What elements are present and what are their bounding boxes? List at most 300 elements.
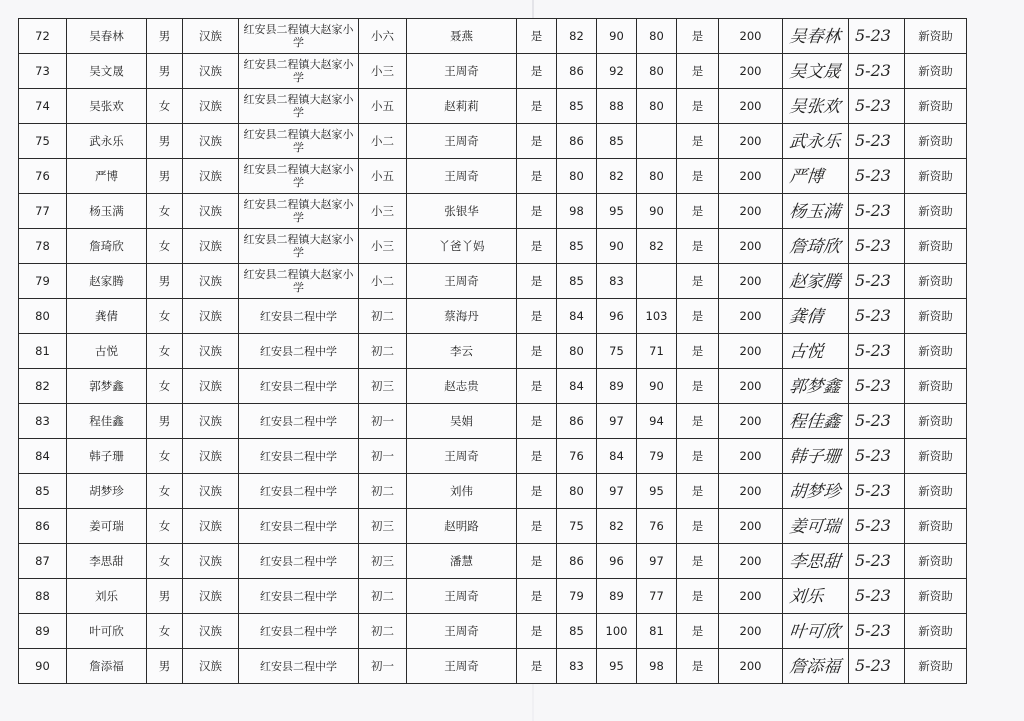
table-body (19, 19, 967, 684)
registered-flag-cell: 是 (517, 89, 557, 124)
student-name-cell: 吴春林 (67, 19, 147, 54)
school-cell: 红安县二程镇大赵家小学 (239, 89, 359, 124)
score-3-cell: 77 (637, 579, 677, 614)
score-2-cell: 82 (597, 159, 637, 194)
gender-cell: 女 (147, 439, 183, 474)
table-row (19, 89, 967, 124)
sign-date-cell: 5-23 (849, 89, 905, 124)
sign-date-cell: 5-23 (849, 19, 905, 54)
score-1-cell: 80 (557, 159, 597, 194)
aid-type-cell: 新资助 (905, 439, 967, 474)
teacher-cell: 聂燕 (407, 19, 517, 54)
student-name-cell: 郭梦鑫 (67, 369, 147, 404)
score-1-cell: 84 (557, 369, 597, 404)
student-name-cell: 严博 (67, 159, 147, 194)
score-1-cell: 85 (557, 89, 597, 124)
school-cell: 红安县二程中学 (239, 544, 359, 579)
registered-flag-cell: 是 (517, 579, 557, 614)
score-3-cell: 95 (637, 474, 677, 509)
score-3-cell: 80 (637, 19, 677, 54)
signature-cell: 姜可瑞 (781, 509, 851, 544)
gender-cell: 男 (147, 159, 183, 194)
aid-type-cell: 新资助 (905, 544, 967, 579)
ethnicity-cell: 汉族 (183, 544, 239, 579)
score-2-cell: 96 (597, 299, 637, 334)
registered-flag-cell: 是 (517, 194, 557, 229)
aid-type-cell: 新资助 (905, 159, 967, 194)
aid-type-cell: 新资助 (905, 649, 967, 684)
student-name-cell: 叶可欣 (67, 614, 147, 649)
amount-cell: 200 (719, 439, 783, 474)
eligible-flag-cell: 是 (677, 229, 719, 264)
signature-cell: 詹琦欣 (781, 229, 851, 264)
school-cell: 红安县二程中学 (239, 369, 359, 404)
aid-type-cell: 新资助 (905, 194, 967, 229)
signature-cell: 李思甜 (781, 544, 851, 579)
row-number-cell: 77 (19, 194, 67, 229)
student-name-cell: 吴文晟 (67, 54, 147, 89)
school-cell: 红安县二程中学 (239, 404, 359, 439)
student-name-cell: 姜可瑞 (67, 509, 147, 544)
grade-cell: 初二 (359, 474, 407, 509)
registered-flag-cell: 是 (517, 124, 557, 159)
school-cell: 红安县二程中学 (239, 439, 359, 474)
school-cell: 红安县二程镇大赵家小学 (239, 264, 359, 299)
grade-cell: 初三 (359, 509, 407, 544)
row-number-cell: 82 (19, 369, 67, 404)
ethnicity-cell: 汉族 (183, 19, 239, 54)
score-3-cell: 81 (637, 614, 677, 649)
score-3-cell (637, 124, 677, 159)
sign-date-cell: 5-23 (849, 159, 905, 194)
score-1-cell: 76 (557, 439, 597, 474)
ethnicity-cell: 汉族 (183, 509, 239, 544)
score-2-cell: 97 (597, 404, 637, 439)
gender-cell: 女 (147, 614, 183, 649)
table-row (19, 264, 967, 299)
amount-cell: 200 (719, 54, 783, 89)
grade-cell: 小三 (359, 194, 407, 229)
grade-cell: 初二 (359, 299, 407, 334)
student-name-cell: 刘乐 (67, 579, 147, 614)
gender-cell: 女 (147, 229, 183, 264)
ethnicity-cell: 汉族 (183, 474, 239, 509)
gender-cell: 男 (147, 19, 183, 54)
eligible-flag-cell: 是 (677, 544, 719, 579)
grade-cell: 小五 (359, 159, 407, 194)
table-row (19, 19, 967, 54)
registered-flag-cell: 是 (517, 649, 557, 684)
school-cell: 红安县二程中学 (239, 509, 359, 544)
score-2-cell: 75 (597, 334, 637, 369)
registered-flag-cell: 是 (517, 19, 557, 54)
eligible-flag-cell: 是 (677, 89, 719, 124)
teacher-cell: 王周奇 (407, 439, 517, 474)
registered-flag-cell: 是 (517, 159, 557, 194)
score-2-cell: 82 (597, 509, 637, 544)
eligible-flag-cell: 是 (677, 159, 719, 194)
score-1-cell: 79 (557, 579, 597, 614)
ethnicity-cell: 汉族 (183, 404, 239, 439)
score-2-cell: 95 (597, 194, 637, 229)
school-cell: 红安县二程镇大赵家小学 (239, 159, 359, 194)
table-row (19, 124, 967, 159)
aid-type-cell: 新资助 (905, 579, 967, 614)
score-3-cell: 80 (637, 89, 677, 124)
row-number-cell: 89 (19, 614, 67, 649)
score-2-cell: 90 (597, 229, 637, 264)
student-name-cell: 詹琦欣 (67, 229, 147, 264)
student-name-cell: 詹添福 (67, 649, 147, 684)
row-number-cell: 72 (19, 19, 67, 54)
row-number-cell: 74 (19, 89, 67, 124)
table-row (19, 194, 967, 229)
score-1-cell: 80 (557, 474, 597, 509)
score-3-cell: 80 (637, 159, 677, 194)
score-3-cell: 90 (637, 194, 677, 229)
amount-cell: 200 (719, 614, 783, 649)
aid-type-cell: 新资助 (905, 229, 967, 264)
score-3-cell: 80 (637, 54, 677, 89)
score-2-cell: 95 (597, 649, 637, 684)
aid-type-cell: 新资助 (905, 334, 967, 369)
eligible-flag-cell: 是 (677, 369, 719, 404)
grade-cell: 初二 (359, 614, 407, 649)
student-aid-table (18, 18, 967, 684)
amount-cell: 200 (719, 124, 783, 159)
row-number-cell: 83 (19, 404, 67, 439)
table-row (19, 614, 967, 649)
gender-cell: 女 (147, 544, 183, 579)
teacher-cell: 蔡海丹 (407, 299, 517, 334)
grade-cell: 初一 (359, 404, 407, 439)
row-number-cell: 78 (19, 229, 67, 264)
student-aid-sheet (18, 18, 966, 684)
amount-cell: 200 (719, 264, 783, 299)
school-cell: 红安县二程中学 (239, 614, 359, 649)
amount-cell: 200 (719, 649, 783, 684)
score-2-cell: 88 (597, 89, 637, 124)
sign-date-cell: 5-23 (849, 614, 905, 649)
table-row (19, 299, 967, 334)
amount-cell: 200 (719, 299, 783, 334)
score-2-cell: 100 (597, 614, 637, 649)
grade-cell: 初三 (359, 369, 407, 404)
registered-flag-cell: 是 (517, 439, 557, 474)
school-cell: 红安县二程中学 (239, 579, 359, 614)
amount-cell: 200 (719, 334, 783, 369)
score-1-cell: 85 (557, 264, 597, 299)
student-name-cell: 程佳鑫 (67, 404, 147, 439)
gender-cell: 女 (147, 509, 183, 544)
aid-type-cell: 新资助 (905, 509, 967, 544)
aid-type-cell: 新资助 (905, 19, 967, 54)
score-1-cell: 86 (557, 404, 597, 439)
signature-cell: 吴春林 (781, 19, 851, 54)
teacher-cell: 王周奇 (407, 54, 517, 89)
ethnicity-cell: 汉族 (183, 159, 239, 194)
score-1-cell: 86 (557, 544, 597, 579)
score-2-cell: 92 (597, 54, 637, 89)
ethnicity-cell: 汉族 (183, 54, 239, 89)
student-name-cell: 杨玉满 (67, 194, 147, 229)
amount-cell: 200 (719, 544, 783, 579)
registered-flag-cell: 是 (517, 264, 557, 299)
eligible-flag-cell: 是 (677, 54, 719, 89)
gender-cell: 女 (147, 194, 183, 229)
aid-type-cell: 新资助 (905, 299, 967, 334)
table-row (19, 509, 967, 544)
grade-cell: 初一 (359, 439, 407, 474)
gender-cell: 男 (147, 124, 183, 159)
row-number-cell: 90 (19, 649, 67, 684)
score-1-cell: 80 (557, 334, 597, 369)
teacher-cell: 潘慧 (407, 544, 517, 579)
gender-cell: 女 (147, 89, 183, 124)
grade-cell: 小六 (359, 19, 407, 54)
aid-type-cell: 新资助 (905, 474, 967, 509)
score-2-cell: 85 (597, 124, 637, 159)
school-cell: 红安县二程镇大赵家小学 (239, 194, 359, 229)
sign-date-cell: 5-23 (849, 334, 905, 369)
score-3-cell: 103 (637, 299, 677, 334)
score-1-cell: 84 (557, 299, 597, 334)
sign-date-cell: 5-23 (849, 439, 905, 474)
grade-cell: 初二 (359, 579, 407, 614)
signature-cell: 郭梦鑫 (781, 369, 851, 404)
score-1-cell: 98 (557, 194, 597, 229)
registered-flag-cell: 是 (517, 229, 557, 264)
score-2-cell: 96 (597, 544, 637, 579)
eligible-flag-cell: 是 (677, 439, 719, 474)
ethnicity-cell: 汉族 (183, 194, 239, 229)
table-row (19, 229, 967, 264)
eligible-flag-cell: 是 (677, 404, 719, 439)
sign-date-cell: 5-23 (849, 404, 905, 439)
signature-cell: 刘乐 (781, 579, 851, 614)
table-row (19, 334, 967, 369)
score-1-cell: 75 (557, 509, 597, 544)
sign-date-cell: 5-23 (849, 369, 905, 404)
aid-type-cell: 新资助 (905, 124, 967, 159)
amount-cell: 200 (719, 404, 783, 439)
row-number-cell: 76 (19, 159, 67, 194)
eligible-flag-cell: 是 (677, 579, 719, 614)
table-row (19, 439, 967, 474)
ethnicity-cell: 汉族 (183, 614, 239, 649)
row-number-cell: 85 (19, 474, 67, 509)
student-name-cell: 李思甜 (67, 544, 147, 579)
school-cell: 红安县二程镇大赵家小学 (239, 124, 359, 159)
aid-type-cell: 新资助 (905, 264, 967, 299)
score-1-cell: 85 (557, 229, 597, 264)
sign-date-cell: 5-23 (849, 264, 905, 299)
signature-cell: 韩子珊 (781, 439, 851, 474)
ethnicity-cell: 汉族 (183, 334, 239, 369)
sign-date-cell: 5-23 (849, 509, 905, 544)
teacher-cell: 王周奇 (407, 649, 517, 684)
registered-flag-cell: 是 (517, 544, 557, 579)
ethnicity-cell: 汉族 (183, 124, 239, 159)
teacher-cell: 刘伟 (407, 474, 517, 509)
score-3-cell: 90 (637, 369, 677, 404)
teacher-cell: 王周奇 (407, 264, 517, 299)
school-cell: 红安县二程镇大赵家小学 (239, 19, 359, 54)
score-1-cell: 86 (557, 54, 597, 89)
grade-cell: 初三 (359, 544, 407, 579)
signature-cell: 叶可欣 (781, 614, 851, 649)
sign-date-cell: 5-23 (849, 124, 905, 159)
table-row (19, 369, 967, 404)
score-1-cell: 85 (557, 614, 597, 649)
school-cell: 红安县二程中学 (239, 299, 359, 334)
aid-type-cell: 新资助 (905, 89, 967, 124)
signature-cell: 程佳鑫 (781, 404, 851, 439)
student-name-cell: 龚倩 (67, 299, 147, 334)
grade-cell: 小二 (359, 264, 407, 299)
sign-date-cell: 5-23 (849, 299, 905, 334)
student-name-cell: 胡梦珍 (67, 474, 147, 509)
gender-cell: 女 (147, 299, 183, 334)
teacher-cell: 吴娟 (407, 404, 517, 439)
gender-cell: 男 (147, 264, 183, 299)
gender-cell: 女 (147, 474, 183, 509)
score-1-cell: 82 (557, 19, 597, 54)
row-number-cell: 75 (19, 124, 67, 159)
row-number-cell: 84 (19, 439, 67, 474)
school-cell: 红安县二程镇大赵家小学 (239, 229, 359, 264)
signature-cell: 古悦 (781, 334, 851, 369)
teacher-cell: 王周奇 (407, 159, 517, 194)
score-1-cell: 83 (557, 649, 597, 684)
signature-cell: 赵家腾 (781, 264, 851, 299)
table-row (19, 54, 967, 89)
eligible-flag-cell: 是 (677, 614, 719, 649)
eligible-flag-cell: 是 (677, 19, 719, 54)
teacher-cell: 赵明路 (407, 509, 517, 544)
student-name-cell: 赵家腾 (67, 264, 147, 299)
row-number-cell: 73 (19, 54, 67, 89)
eligible-flag-cell: 是 (677, 334, 719, 369)
score-2-cell: 90 (597, 19, 637, 54)
registered-flag-cell: 是 (517, 509, 557, 544)
sign-date-cell: 5-23 (849, 544, 905, 579)
ethnicity-cell: 汉族 (183, 229, 239, 264)
student-name-cell: 吴张欢 (67, 89, 147, 124)
registered-flag-cell: 是 (517, 334, 557, 369)
amount-cell: 200 (719, 509, 783, 544)
amount-cell: 200 (719, 159, 783, 194)
eligible-flag-cell: 是 (677, 194, 719, 229)
school-cell: 红安县二程中学 (239, 474, 359, 509)
score-2-cell: 84 (597, 439, 637, 474)
ethnicity-cell: 汉族 (183, 579, 239, 614)
signature-cell: 杨玉满 (781, 194, 851, 229)
teacher-cell: 赵莉莉 (407, 89, 517, 124)
school-cell: 红安县二程中学 (239, 334, 359, 369)
eligible-flag-cell: 是 (677, 124, 719, 159)
score-2-cell: 83 (597, 264, 637, 299)
table-row (19, 159, 967, 194)
student-name-cell: 古悦 (67, 334, 147, 369)
row-number-cell: 88 (19, 579, 67, 614)
gender-cell: 男 (147, 404, 183, 439)
eligible-flag-cell: 是 (677, 264, 719, 299)
gender-cell: 男 (147, 579, 183, 614)
gender-cell: 男 (147, 649, 183, 684)
signature-cell: 龚倩 (781, 299, 851, 334)
eligible-flag-cell: 是 (677, 474, 719, 509)
score-3-cell (637, 264, 677, 299)
signature-cell: 詹添福 (781, 649, 851, 684)
amount-cell: 200 (719, 19, 783, 54)
ethnicity-cell: 汉族 (183, 299, 239, 334)
gender-cell: 女 (147, 334, 183, 369)
teacher-cell: 丫爸丫妈 (407, 229, 517, 264)
registered-flag-cell: 是 (517, 54, 557, 89)
gender-cell: 女 (147, 369, 183, 404)
score-3-cell: 76 (637, 509, 677, 544)
amount-cell: 200 (719, 194, 783, 229)
registered-flag-cell: 是 (517, 369, 557, 404)
eligible-flag-cell: 是 (677, 649, 719, 684)
score-3-cell: 94 (637, 404, 677, 439)
amount-cell: 200 (719, 474, 783, 509)
sign-date-cell: 5-23 (849, 194, 905, 229)
row-number-cell: 87 (19, 544, 67, 579)
amount-cell: 200 (719, 579, 783, 614)
ethnicity-cell: 汉族 (183, 439, 239, 474)
amount-cell: 200 (719, 369, 783, 404)
teacher-cell: 李云 (407, 334, 517, 369)
score-3-cell: 79 (637, 439, 677, 474)
table-row (19, 649, 967, 684)
teacher-cell: 王周奇 (407, 579, 517, 614)
row-number-cell: 81 (19, 334, 67, 369)
registered-flag-cell: 是 (517, 404, 557, 439)
school-cell: 红安县二程镇大赵家小学 (239, 54, 359, 89)
row-number-cell: 80 (19, 299, 67, 334)
teacher-cell: 赵志贵 (407, 369, 517, 404)
signature-cell: 武永乐 (781, 124, 851, 159)
score-3-cell: 97 (637, 544, 677, 579)
teacher-cell: 张银华 (407, 194, 517, 229)
ethnicity-cell: 汉族 (183, 649, 239, 684)
signature-cell: 吴张欢 (781, 89, 851, 124)
grade-cell: 初二 (359, 334, 407, 369)
teacher-cell: 王周奇 (407, 614, 517, 649)
grade-cell: 小五 (359, 89, 407, 124)
score-3-cell: 98 (637, 649, 677, 684)
ethnicity-cell: 汉族 (183, 89, 239, 124)
row-number-cell: 86 (19, 509, 67, 544)
eligible-flag-cell: 是 (677, 509, 719, 544)
amount-cell: 200 (719, 229, 783, 264)
score-2-cell: 97 (597, 474, 637, 509)
table-row (19, 579, 967, 614)
school-cell: 红安县二程中学 (239, 649, 359, 684)
grade-cell: 初一 (359, 649, 407, 684)
signature-cell: 吴文晟 (781, 54, 851, 89)
sign-date-cell: 5-23 (849, 579, 905, 614)
sign-date-cell: 5-23 (849, 649, 905, 684)
grade-cell: 小二 (359, 124, 407, 159)
sign-date-cell: 5-23 (849, 474, 905, 509)
aid-type-cell: 新资助 (905, 369, 967, 404)
signature-cell: 严博 (781, 159, 851, 194)
score-1-cell: 86 (557, 124, 597, 159)
teacher-cell: 王周奇 (407, 124, 517, 159)
